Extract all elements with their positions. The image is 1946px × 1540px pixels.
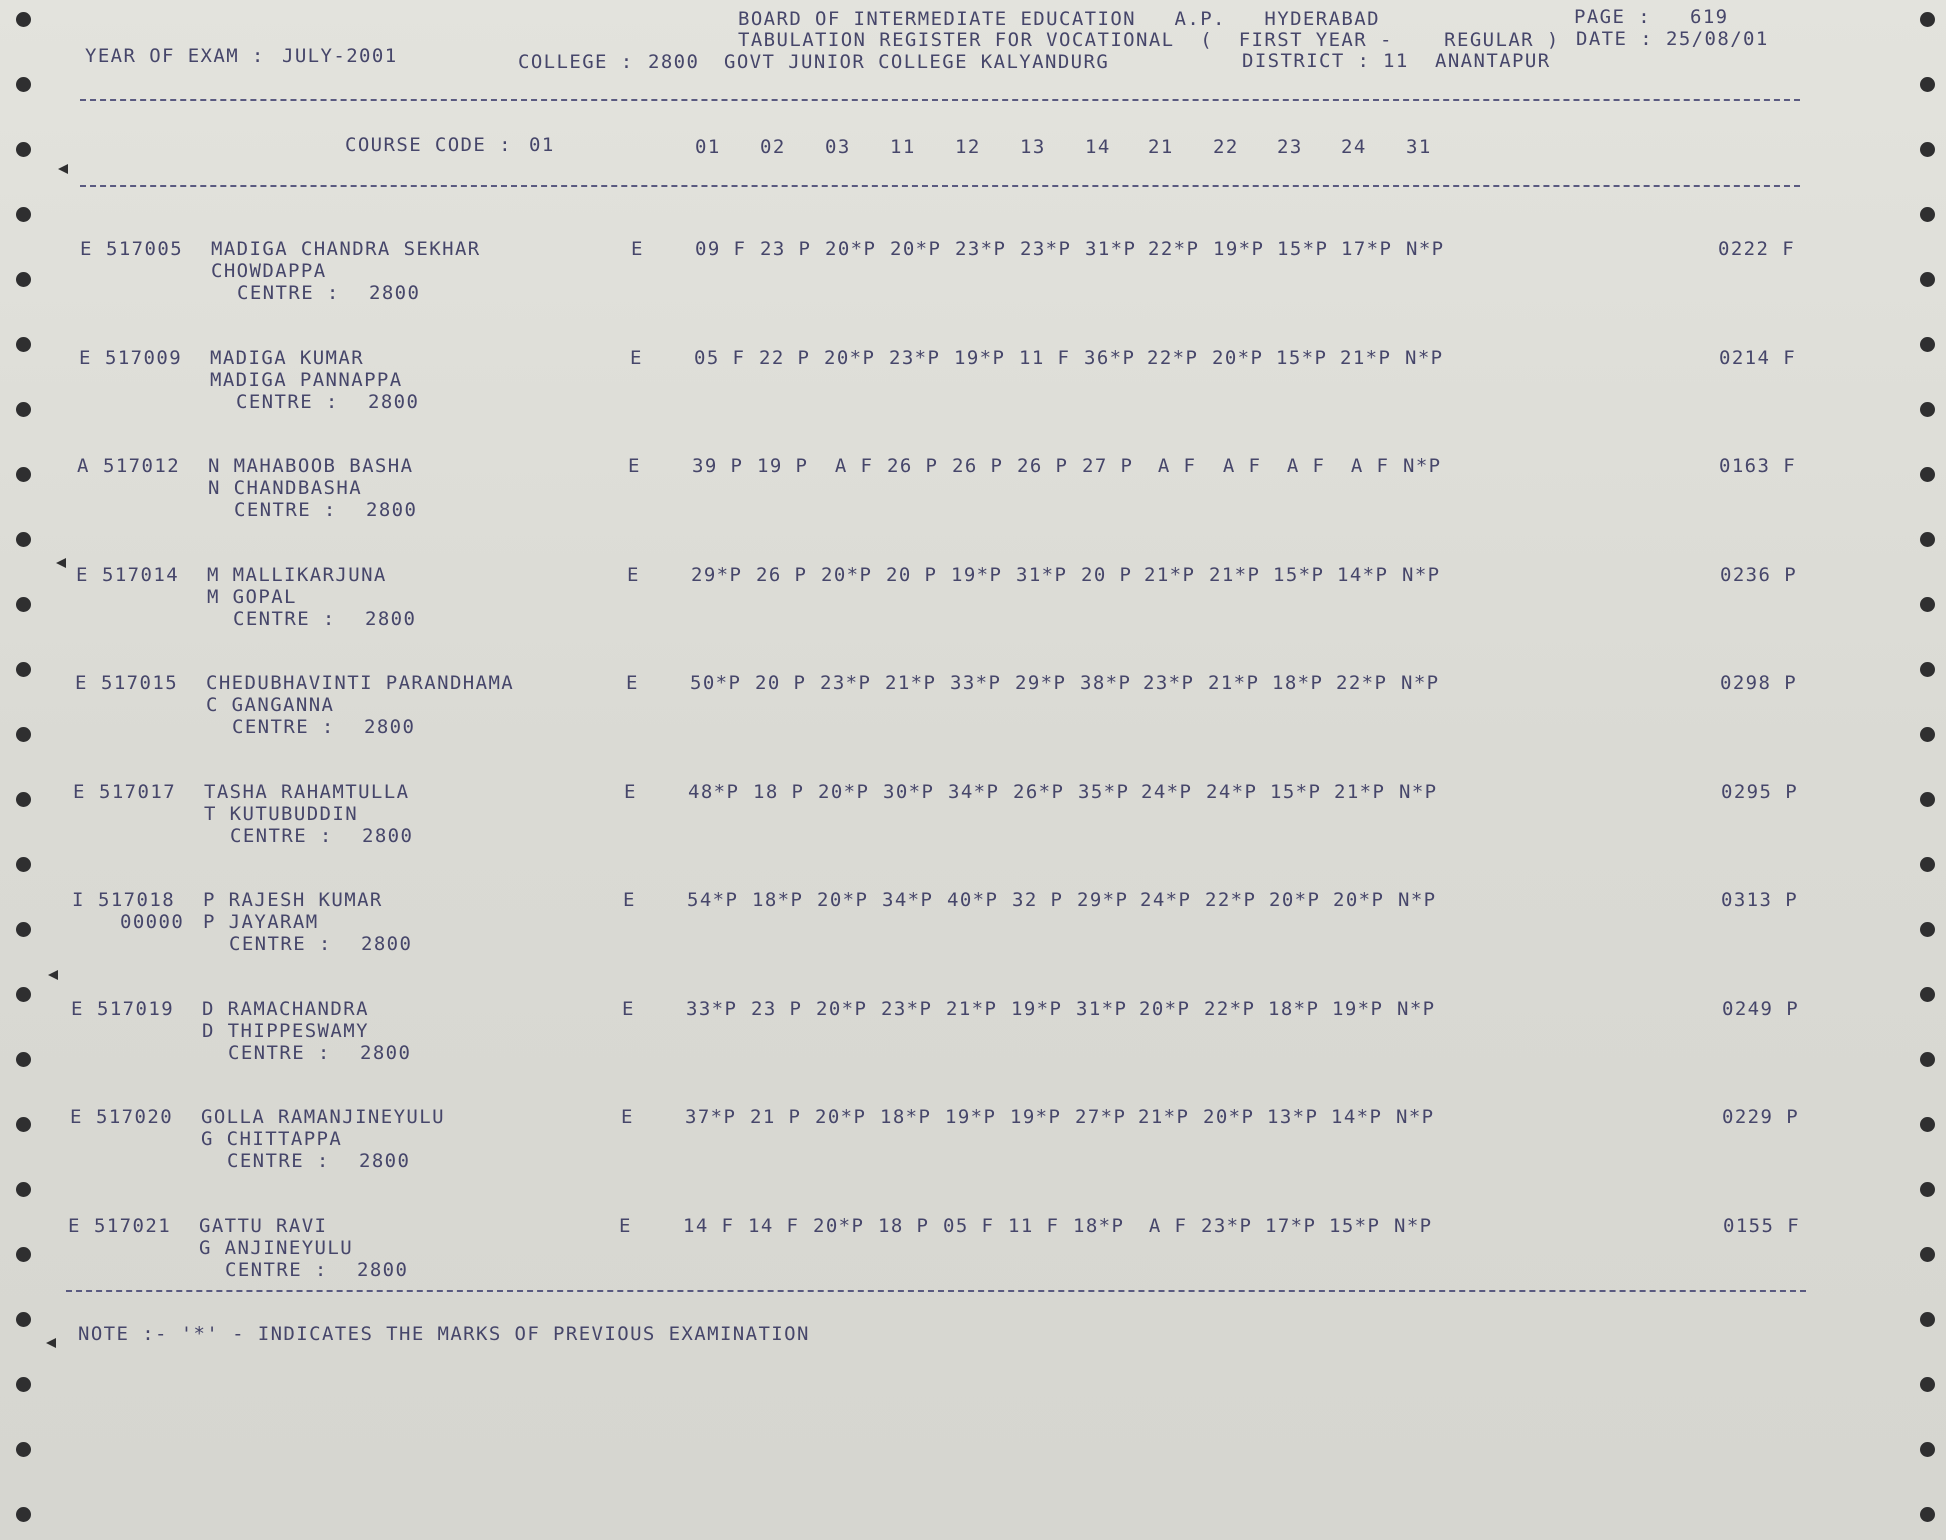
subject-mark: 20*P bbox=[816, 998, 868, 1020]
subject-mark: 18*P bbox=[1272, 672, 1324, 694]
date-value: 25/08/01 bbox=[1666, 28, 1769, 50]
feed-hole bbox=[1920, 207, 1935, 222]
centre-label: CENTRE : bbox=[237, 282, 340, 304]
subject-mark: 20 P bbox=[1081, 564, 1133, 586]
district-code: 11 bbox=[1383, 50, 1409, 72]
subject-mark: 15*P bbox=[1277, 238, 1329, 260]
subject-mark: 18*P bbox=[1268, 998, 1320, 1020]
marks-list bbox=[0, 781, 1939, 805]
subject-mark: 23*P bbox=[1201, 1215, 1253, 1237]
subject-mark: 11 F bbox=[1019, 347, 1071, 369]
hall-ticket-number: 517015 bbox=[101, 672, 179, 694]
feed-hole bbox=[16, 207, 31, 222]
medium-code: E bbox=[626, 672, 639, 694]
subject-code: 03 bbox=[825, 136, 851, 158]
subject-mark: 20*P bbox=[817, 889, 869, 911]
student-name: D RAMACHANDRA bbox=[202, 998, 369, 1020]
subject-code: 22 bbox=[1213, 136, 1239, 158]
father-name: G ANJINEYULU bbox=[199, 1237, 354, 1259]
category-code: E bbox=[80, 238, 93, 260]
father-name: T KUTUBUDDIN bbox=[204, 803, 359, 825]
hall-ticket-number: 517017 bbox=[99, 781, 177, 803]
header-divider bbox=[80, 99, 1800, 101]
subject-mark: 19*P bbox=[945, 1106, 997, 1128]
subject-mark: 09 F bbox=[695, 238, 747, 260]
subject-mark: 26 P bbox=[887, 455, 939, 477]
centre-code: 2800 bbox=[357, 1259, 409, 1281]
right-tractor-holes bbox=[1906, 0, 1946, 1540]
category-code: E bbox=[76, 564, 89, 586]
subject-code: 24 bbox=[1341, 136, 1367, 158]
subject-code: 12 bbox=[955, 136, 981, 158]
subject-mark: 24*P bbox=[1141, 781, 1193, 803]
subject-mark: 20*P bbox=[824, 347, 876, 369]
hall-ticket-number: 517014 bbox=[102, 564, 180, 586]
hall-ticket-number: 517021 bbox=[94, 1215, 172, 1237]
centre-code: 2800 bbox=[364, 716, 416, 738]
total-result: 0313 P bbox=[1721, 889, 1799, 911]
subject-code: 01 bbox=[695, 136, 721, 158]
subject-mark: N*P bbox=[1396, 1106, 1435, 1128]
subject-mark: 19*P bbox=[1010, 1106, 1062, 1128]
subject-mark: 11 F bbox=[1008, 1215, 1060, 1237]
hall-ticket-number: 517005 bbox=[106, 238, 184, 260]
medium-code: E bbox=[627, 564, 640, 586]
subject-mark: 13*P bbox=[1267, 1106, 1319, 1128]
feed-hole bbox=[16, 12, 31, 27]
student-record bbox=[0, 455, 1946, 525]
footer-divider bbox=[66, 1290, 1806, 1292]
subject-mark: 18*P bbox=[880, 1106, 932, 1128]
student-name: MADIGA KUMAR bbox=[210, 347, 365, 369]
feed-hole bbox=[1920, 1507, 1935, 1522]
subject-mark: 40*P bbox=[947, 889, 999, 911]
centre-label: CENTRE : bbox=[234, 499, 337, 521]
hall-ticket-number: 517012 bbox=[103, 455, 181, 477]
subject-mark: 30*P bbox=[883, 781, 935, 803]
marks-list bbox=[0, 238, 1946, 262]
medium-code: E bbox=[623, 889, 636, 911]
subject-mark: 33*P bbox=[686, 998, 738, 1020]
district-name: ANANTAPUR bbox=[1435, 50, 1551, 72]
marks-list bbox=[0, 347, 1945, 371]
marks-list bbox=[0, 1106, 1936, 1130]
printer-mark-arrow bbox=[48, 970, 58, 980]
total-result: 0298 P bbox=[1720, 672, 1798, 694]
feed-hole bbox=[1920, 1312, 1935, 1327]
subject-code-header bbox=[0, 136, 1946, 160]
subject-mark: N*P bbox=[1398, 889, 1437, 911]
subject-mark: 14*P bbox=[1337, 564, 1389, 586]
student-name: N MAHABOOB BASHA bbox=[208, 455, 414, 477]
subject-mark: A F bbox=[1210, 455, 1262, 477]
subject-mark: 05 F bbox=[694, 347, 746, 369]
printer-mark-arrow bbox=[46, 1338, 56, 1348]
subject-code: 11 bbox=[890, 136, 916, 158]
subject-code: 31 bbox=[1406, 136, 1432, 158]
subject-mark: 23*P bbox=[820, 672, 872, 694]
student-record bbox=[0, 1215, 1946, 1285]
subject-mark: 20*P bbox=[1333, 889, 1385, 911]
left-tractor-holes bbox=[0, 0, 40, 1540]
centre-code: 2800 bbox=[361, 933, 413, 955]
centre-code: 2800 bbox=[360, 1042, 412, 1064]
hall-ticket-number: 517019 bbox=[97, 998, 175, 1020]
medium-code: E bbox=[628, 455, 641, 477]
college-name: GOVT JUNIOR COLLEGE KALYANDURG bbox=[724, 51, 1110, 73]
subject-mark: A F bbox=[822, 455, 874, 477]
subject-mark: 20*P bbox=[1269, 889, 1321, 911]
total-result: 0236 P bbox=[1720, 564, 1798, 586]
feed-hole bbox=[1920, 1442, 1935, 1457]
subject-mark: 34*P bbox=[882, 889, 934, 911]
subject-mark: 15*P bbox=[1270, 781, 1322, 803]
father-name: N CHANDBASHA bbox=[208, 477, 363, 499]
course-code-label: COURSE CODE : bbox=[345, 134, 512, 156]
subject-mark: 23*P bbox=[881, 998, 933, 1020]
subject-mark: 20*P bbox=[815, 1106, 867, 1128]
category-code: E bbox=[73, 781, 86, 803]
hall-ticket-number: 517009 bbox=[105, 347, 183, 369]
category-code: E bbox=[68, 1215, 81, 1237]
subject-mark: 14*P bbox=[1331, 1106, 1383, 1128]
feed-hole bbox=[16, 1507, 31, 1522]
father-name: MADIGA PANNAPPA bbox=[210, 369, 403, 391]
total-result: 0229 P bbox=[1722, 1106, 1800, 1128]
medium-code: E bbox=[619, 1215, 632, 1237]
printer-mark-arrow bbox=[58, 164, 68, 174]
subject-mark: 26 P bbox=[1017, 455, 1069, 477]
subject-mark: A F bbox=[1136, 1215, 1188, 1237]
subject-mark: 35*P bbox=[1078, 781, 1130, 803]
total-result: 0222 F bbox=[1718, 238, 1796, 260]
category-code: E bbox=[75, 672, 88, 694]
feed-hole bbox=[16, 857, 31, 872]
subject-mark: 19*P bbox=[1213, 238, 1265, 260]
printer-mark-arrow bbox=[56, 558, 66, 568]
subject-mark: 27 P bbox=[1082, 455, 1134, 477]
subject-mark: N*P bbox=[1406, 238, 1445, 260]
subject-mark: 24*P bbox=[1206, 781, 1258, 803]
medium-code: E bbox=[630, 347, 643, 369]
subject-mark: 32 P bbox=[1012, 889, 1064, 911]
medium-code: E bbox=[622, 998, 635, 1020]
subject-mark: A F bbox=[1274, 455, 1326, 477]
feed-hole bbox=[1920, 1182, 1935, 1197]
subject-mark: 26 P bbox=[756, 564, 808, 586]
subject-mark: 20 P bbox=[886, 564, 938, 586]
subject-mark: 22*P bbox=[1204, 998, 1256, 1020]
category-code: A bbox=[77, 455, 90, 477]
hall-ticket-number: 517018 bbox=[98, 889, 176, 911]
subject-mark: 24*P bbox=[1140, 889, 1192, 911]
centre-label: CENTRE : bbox=[230, 825, 333, 847]
centre-code: 2800 bbox=[366, 499, 418, 521]
subject-mark: 54*P bbox=[687, 889, 739, 911]
total-result: 0163 F bbox=[1719, 455, 1797, 477]
subject-mark: A F bbox=[1145, 455, 1197, 477]
college-code: 2800 bbox=[648, 51, 700, 73]
feed-hole bbox=[16, 1377, 31, 1392]
subject-mark: 22 P bbox=[759, 347, 811, 369]
subject-mark: 20*P bbox=[1203, 1106, 1255, 1128]
subject-mark: 23 P bbox=[751, 998, 803, 1020]
feed-hole bbox=[1920, 12, 1935, 27]
feed-hole bbox=[1920, 857, 1935, 872]
centre-label: CENTRE : bbox=[229, 933, 332, 955]
subject-mark: N*P bbox=[1402, 564, 1441, 586]
subject-mark: 31*P bbox=[1085, 238, 1137, 260]
student-record bbox=[0, 238, 1946, 308]
feed-hole bbox=[16, 1182, 31, 1197]
total-result: 0214 F bbox=[1719, 347, 1797, 369]
hall-ticket-suffix: 00000 bbox=[120, 911, 185, 933]
subject-mark: 18*P bbox=[1073, 1215, 1125, 1237]
category-code: I bbox=[72, 889, 85, 911]
subject-mark: 22*P bbox=[1336, 672, 1388, 694]
student-name: TASHA RAHAMTULLA bbox=[204, 781, 410, 803]
subject-mark: 21*P bbox=[1138, 1106, 1190, 1128]
medium-code: E bbox=[631, 238, 644, 260]
subject-mark: N*P bbox=[1399, 781, 1438, 803]
student-record bbox=[0, 672, 1946, 742]
student-name: MADIGA CHANDRA SEKHAR bbox=[211, 238, 481, 260]
subject-mark: 27*P bbox=[1075, 1106, 1127, 1128]
father-name: D THIPPESWAMY bbox=[202, 1020, 369, 1042]
subject-mark: 20*P bbox=[821, 564, 873, 586]
subject-mark: 22*P bbox=[1205, 889, 1257, 911]
student-name: GATTU RAVI bbox=[199, 1215, 328, 1237]
student-record bbox=[0, 564, 1946, 634]
subject-mark: N*P bbox=[1401, 672, 1440, 694]
total-result: 0295 P bbox=[1721, 781, 1799, 803]
subject-mark: 14 F bbox=[683, 1215, 735, 1237]
marks-list bbox=[0, 889, 1938, 913]
subject-mark: 20*P bbox=[813, 1215, 865, 1237]
subject-mark: N*P bbox=[1405, 347, 1444, 369]
subject-mark: 15*P bbox=[1329, 1215, 1381, 1237]
page-label: PAGE : bbox=[1574, 6, 1652, 28]
father-name: M GOPAL bbox=[207, 586, 297, 608]
subject-mark: 33*P bbox=[950, 672, 1002, 694]
subject-mark: 19*P bbox=[954, 347, 1006, 369]
subject-mark: 18 P bbox=[878, 1215, 930, 1237]
centre-label: CENTRE : bbox=[236, 391, 339, 413]
student-record bbox=[0, 1106, 1946, 1176]
feed-hole bbox=[1920, 77, 1935, 92]
subject-mark: 23 P bbox=[760, 238, 812, 260]
subject-mark: 17*P bbox=[1265, 1215, 1317, 1237]
centre-code: 2800 bbox=[362, 825, 414, 847]
subject-mark: 21*P bbox=[1340, 347, 1392, 369]
total-result: 0249 P bbox=[1722, 998, 1800, 1020]
centre-code: 2800 bbox=[359, 1150, 411, 1172]
subject-mark: 19 P bbox=[757, 455, 809, 477]
father-name: CHOWDAPPA bbox=[211, 260, 327, 282]
subject-mark: 26*P bbox=[1013, 781, 1065, 803]
subject-mark: 22*P bbox=[1147, 347, 1199, 369]
district-label: DISTRICT : bbox=[1242, 50, 1371, 72]
marks-list bbox=[0, 455, 1943, 479]
total-result: 0155 F bbox=[1723, 1215, 1801, 1237]
medium-code: E bbox=[624, 781, 637, 803]
feed-hole bbox=[16, 1312, 31, 1327]
subject-mark: A F bbox=[1338, 455, 1390, 477]
student-name: CHEDUBHAVINTI PARANDHAMA bbox=[206, 672, 515, 694]
subject-mark: 19*P bbox=[1011, 998, 1063, 1020]
subject-mark: 23*P bbox=[955, 238, 1007, 260]
subject-mark: N*P bbox=[1394, 1215, 1433, 1237]
subject-mark: 21 P bbox=[750, 1106, 802, 1128]
feed-hole bbox=[1920, 1377, 1935, 1392]
subject-mark: 29*P bbox=[1077, 889, 1129, 911]
subject-mark: 15*P bbox=[1273, 564, 1325, 586]
student-name: GOLLA RAMANJINEYULU bbox=[201, 1106, 445, 1128]
subject-mark: 21*P bbox=[885, 672, 937, 694]
subject-mark: 14 F bbox=[748, 1215, 800, 1237]
subject-mark: 05 F bbox=[943, 1215, 995, 1237]
subject-mark: 34*P bbox=[948, 781, 1000, 803]
subject-mark: 19*P bbox=[1332, 998, 1384, 1020]
register-title: TABULATION REGISTER FOR VOCATIONAL ( FIRST YEAR - REGULAR ) bbox=[738, 29, 1560, 51]
subject-mark: N*P bbox=[1397, 998, 1436, 1020]
college-label: COLLEGE : bbox=[518, 51, 634, 73]
feed-hole bbox=[16, 77, 31, 92]
subject-mark: 50*P bbox=[690, 672, 742, 694]
column-divider bbox=[80, 185, 1800, 187]
footnote: NOTE :- '*' - INDICATES THE MARKS OF PREVIOUS EXAMINATION bbox=[78, 1323, 810, 1345]
page-number: 619 bbox=[1690, 6, 1729, 28]
subject-mark: 18 P bbox=[753, 781, 805, 803]
father-name: P JAYARAM bbox=[203, 911, 319, 933]
marks-list bbox=[0, 672, 1941, 696]
centre-label: CENTRE : bbox=[233, 608, 336, 630]
subject-mark: 29*P bbox=[691, 564, 743, 586]
subject-code: 23 bbox=[1277, 136, 1303, 158]
category-code: E bbox=[71, 998, 84, 1020]
subject-mark: 23*P bbox=[889, 347, 941, 369]
subject-mark: 23*P bbox=[1020, 238, 1072, 260]
centre-label: CENTRE : bbox=[227, 1150, 330, 1172]
centre-label: CENTRE : bbox=[232, 716, 335, 738]
student-record bbox=[0, 347, 1946, 417]
father-name: G CHITTAPPA bbox=[201, 1128, 343, 1150]
subject-mark: N*P bbox=[1403, 455, 1442, 477]
subject-mark: 20*P bbox=[890, 238, 942, 260]
centre-label: CENTRE : bbox=[225, 1259, 328, 1281]
subject-mark: 22*P bbox=[1148, 238, 1200, 260]
subject-mark: 21*P bbox=[1334, 781, 1386, 803]
subject-mark: 15*P bbox=[1276, 347, 1328, 369]
subject-mark: 23*P bbox=[1143, 672, 1195, 694]
feed-hole bbox=[16, 1442, 31, 1457]
board-title: BOARD OF INTERMEDIATE EDUCATION A.P. HYDERABAD bbox=[738, 8, 1380, 30]
hall-ticket-number: 517020 bbox=[96, 1106, 174, 1128]
student-record bbox=[0, 889, 1946, 959]
centre-code: 2800 bbox=[365, 608, 417, 630]
subject-mark: 21*P bbox=[1209, 564, 1261, 586]
year-value: JULY-2001 bbox=[282, 45, 398, 67]
date-label: DATE : bbox=[1576, 28, 1654, 50]
subject-code: 02 bbox=[760, 136, 786, 158]
subject-mark: 29*P bbox=[1015, 672, 1067, 694]
subject-mark: 20*P bbox=[818, 781, 870, 803]
student-name: M MALLIKARJUNA bbox=[207, 564, 387, 586]
father-name: C GANGANNA bbox=[206, 694, 335, 716]
subject-mark: 38*P bbox=[1080, 672, 1132, 694]
subject-mark: 20*P bbox=[1212, 347, 1264, 369]
subject-mark: 21*P bbox=[1208, 672, 1260, 694]
feed-hole bbox=[1920, 532, 1935, 547]
subject-mark: 19*P bbox=[951, 564, 1003, 586]
centre-label: CENTRE : bbox=[228, 1042, 331, 1064]
student-record bbox=[0, 781, 1946, 851]
subject-code: 21 bbox=[1148, 136, 1174, 158]
subject-mark: 31*P bbox=[1016, 564, 1068, 586]
centre-code: 2800 bbox=[368, 391, 420, 413]
subject-mark: 21*P bbox=[1144, 564, 1196, 586]
subject-mark: 20*P bbox=[825, 238, 877, 260]
subject-mark: 20 P bbox=[755, 672, 807, 694]
subject-mark: 36*P bbox=[1084, 347, 1136, 369]
subject-mark: 39 P bbox=[692, 455, 744, 477]
subject-mark: 21*P bbox=[946, 998, 998, 1020]
centre-code: 2800 bbox=[369, 282, 421, 304]
subject-mark: 18*P bbox=[752, 889, 804, 911]
subject-mark: 37*P bbox=[685, 1106, 737, 1128]
feed-hole bbox=[16, 532, 31, 547]
marks-list bbox=[0, 1215, 1934, 1239]
subject-mark: 20*P bbox=[1139, 998, 1191, 1020]
subject-mark: 48*P bbox=[688, 781, 740, 803]
medium-code: E bbox=[621, 1106, 634, 1128]
subject-mark: 26 P bbox=[952, 455, 1004, 477]
category-code: E bbox=[79, 347, 92, 369]
category-code: E bbox=[70, 1106, 83, 1128]
marks-list bbox=[0, 564, 1942, 588]
subject-code: 14 bbox=[1085, 136, 1111, 158]
subject-mark: 17*P bbox=[1341, 238, 1393, 260]
marks-list bbox=[0, 998, 1937, 1022]
subject-mark: 31*P bbox=[1076, 998, 1128, 1020]
subject-code: 13 bbox=[1020, 136, 1046, 158]
course-code-value: 01 bbox=[529, 134, 555, 156]
year-label: YEAR OF EXAM : bbox=[85, 45, 265, 67]
student-record bbox=[0, 998, 1946, 1068]
student-name: P RAJESH KUMAR bbox=[203, 889, 383, 911]
